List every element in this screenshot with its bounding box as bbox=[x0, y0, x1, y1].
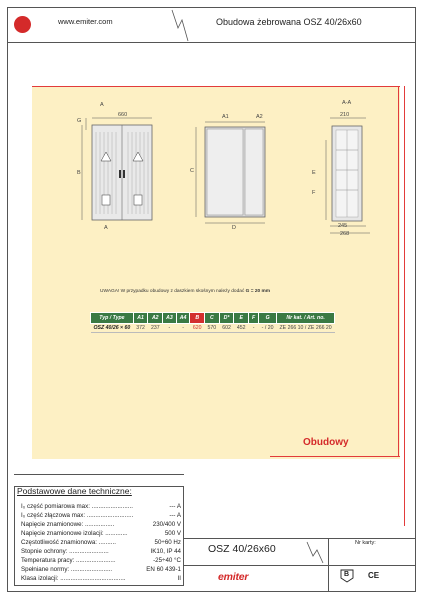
middle-view-drawing bbox=[190, 112, 280, 232]
section-mark-top: A bbox=[100, 102, 104, 108]
cell-a2: 237 bbox=[148, 324, 163, 333]
spec-row: I₀ część złączowa max: ........................... --- A bbox=[21, 512, 181, 519]
header-zigzag-decoration bbox=[170, 8, 190, 42]
website-url[interactable]: www.emiter.com bbox=[58, 17, 113, 26]
col-g: G bbox=[259, 313, 277, 324]
spec-row: Napięcie znamionowe izolacji: ............. 500 V bbox=[21, 530, 181, 537]
table-row bbox=[91, 324, 335, 333]
col-art-no: Nr kat. / Art. no. bbox=[277, 313, 335, 324]
footer-zigzag-decoration bbox=[305, 540, 325, 564]
width-dimension: 660 bbox=[118, 112, 128, 118]
cell-f: - bbox=[249, 324, 259, 333]
footer-divider bbox=[328, 538, 329, 592]
col-a4: A4 bbox=[176, 313, 190, 324]
cell-a4: - bbox=[176, 324, 190, 333]
ce-mark-icon: CE bbox=[368, 571, 380, 580]
a1-dimension: A1 bbox=[222, 114, 229, 120]
page-title: Obudowa żebrowana OSZ 40/26x60 bbox=[216, 17, 362, 27]
cell-art-no: ZE 266 10 / ZE 266 20 bbox=[277, 324, 335, 333]
cell-e: 452 bbox=[234, 324, 249, 333]
product-name: OSZ 40/26x60 bbox=[208, 543, 276, 555]
cell-b: 620 bbox=[190, 324, 205, 333]
cell-type: OSZ 40/26 × 60 bbox=[91, 324, 134, 333]
side-bottom-dimension-1: 245 bbox=[338, 223, 348, 229]
c-dimension: C bbox=[190, 168, 194, 174]
col-f: F bbox=[249, 313, 259, 324]
side-bottom-dimension-2: 268 bbox=[340, 231, 350, 237]
spec-table bbox=[90, 312, 335, 333]
b-dimension: B bbox=[77, 170, 81, 176]
page-side-rule bbox=[404, 86, 405, 526]
panel-top-border bbox=[32, 86, 400, 87]
specs-top-rule bbox=[14, 474, 184, 475]
panel-bottom-border bbox=[270, 456, 400, 457]
spec-row: I₀ część pomiarowa max: ........................ --- A bbox=[21, 503, 181, 510]
g-dimension: G bbox=[77, 118, 82, 124]
spec-row: Napięcie znamionowe: ................. 230/400 V bbox=[21, 521, 181, 528]
front-view-drawing bbox=[72, 100, 162, 230]
safety-b-mark: B bbox=[344, 571, 350, 578]
cell-a1: 372 bbox=[133, 324, 148, 333]
col-c: C bbox=[205, 313, 220, 324]
d-dimension: D bbox=[232, 225, 236, 231]
note-text: UWAGA! W przypadku obudowy z daszkiem skośnym należy dodać G = 20 mm bbox=[100, 289, 271, 294]
card-number-label: Nr karty: bbox=[355, 540, 376, 546]
col-a1: A1 bbox=[133, 313, 148, 324]
spec-row: Temperatura pracy: ....................... -25÷40 °C bbox=[21, 557, 181, 564]
col-d: D* bbox=[219, 313, 234, 324]
section-mark-bottom: A bbox=[104, 225, 108, 231]
col-b: B bbox=[190, 313, 205, 324]
side-section-title: A-A bbox=[342, 100, 352, 106]
col-a2: A2 bbox=[148, 313, 163, 324]
spec-row: Stopnie ochrony: ....................... IK10, IP 44 bbox=[21, 548, 181, 555]
spec-row: Klasa izolacji: ...................................... II bbox=[21, 575, 181, 582]
side-top-dimension: 210 bbox=[340, 112, 350, 118]
cell-c: 570 bbox=[205, 324, 220, 333]
cell-d: 602 bbox=[219, 324, 234, 333]
specs-box bbox=[14, 486, 184, 586]
col-a3: A3 bbox=[163, 313, 177, 324]
e-dimension: E bbox=[312, 170, 316, 176]
col-type: Typ / Type bbox=[91, 313, 134, 324]
spec-row: Spełniane normy: ........................ EN 60 439-1 bbox=[21, 566, 181, 573]
emiter-logo-icon bbox=[14, 16, 31, 33]
panel-right-border bbox=[398, 86, 399, 456]
col-e: E bbox=[234, 313, 249, 324]
f-dimension: F bbox=[312, 190, 316, 196]
footer-mid-rule bbox=[184, 565, 416, 566]
category-label: Obudowy bbox=[303, 437, 349, 448]
cell-g: - / 20 bbox=[259, 324, 277, 333]
specs-title: Podstawowe dane techniczne: bbox=[17, 486, 132, 496]
side-view-drawing bbox=[318, 110, 378, 240]
footer-top-rule bbox=[184, 538, 416, 539]
emiter-brand-logo: emiter bbox=[218, 571, 249, 583]
cell-a3: - bbox=[163, 324, 177, 333]
spec-row: Częstotliwość znamionowa: .......... 50÷60 Hz bbox=[21, 539, 181, 546]
a2-dimension: A2 bbox=[256, 114, 263, 120]
